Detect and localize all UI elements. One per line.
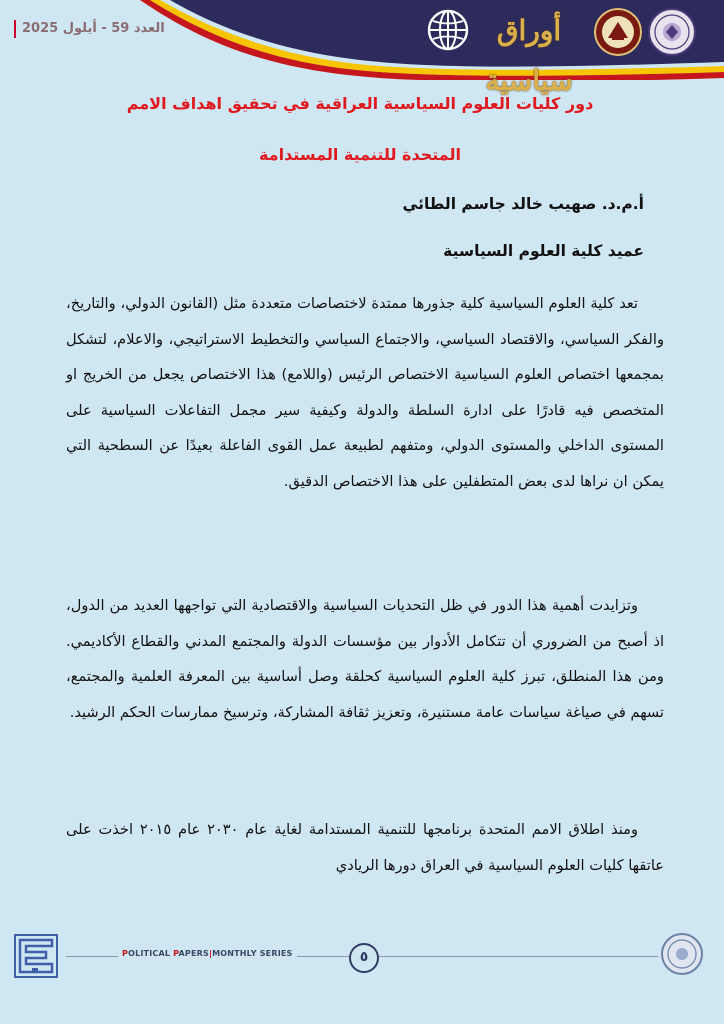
brand-p2: P [173,949,179,958]
brand-series: MONTHLY SERIES [212,949,293,958]
paragraph-2 [66,588,664,730]
article-title-line-1: دور كليات العلوم السياسية العراقية في تحقيق اهداف الامم [126,94,594,113]
paragraph-1 [66,286,664,500]
article-title-line-2: المتحدة للتنمية المستدامة [258,145,462,164]
paragraph-1-text: تعد كلية العلوم السياسية كلية جذورها ممتدة لاختصاصات متعددة مثل (القانون الدولي، والتاريخ، والفكر السياسي، والاقتصاد السياسي، والاجتماع السياسي والتخطيط الاستراتيجي، والاعلام، لتشكل بمجمعها اختصاص العلوم السياسية الاختصاص الرئيس (واللامع) هذا الاختصاص يجعل من الخريج او المتخصص فيه قادرًا على ادارة السلطة والدولة وكيفية سير مجمل التفاعلات السياسية على المستوى الداخلي والمستوى الدولي، ومتفهم لطبيعة عمل القوى الفاعلة بعيدًا عن السطحية التي يمكن ان نراها لدى بعض المتطفلين على هذا الاختصاص الدقيق. [66,295,664,490]
journal-logo: أوراق سياسية [485,14,573,97]
page-header [0,0,724,97]
university-seal-icon [594,8,642,56]
footer-seal-icon [660,932,704,976]
paragraph-3-text: ومنذ اطلاق الامم المتحدة برنامجها للتنمية المستدامة لغاية عام ٢٠٣٠ عام ٢٠١٥ اخذت على عاتقها كليات العلوم السياسية في العراق دورها الريادي [66,821,664,874]
page-footer [0,920,724,990]
paragraph-3 [66,812,664,883]
author-role: عميد كلية العلوم السياسية [443,242,644,260]
brand-olitical: OLITICAL [128,949,174,958]
author-name: أ.م.د. صهيب خالد جاسم الطائي [402,195,644,213]
brand-p1: P [122,949,129,958]
page-number: ٥ [349,943,379,973]
paragraph-2-text: وتزايدت أهمية هذا الدور في ظل التحديات السياسية والاقتصادية التي تواجهها العديد من الدول، اذ أصبح من الضروري أن تتكامل الأدوار بين مؤسسات الدولة والمجتمع المدني والقطاع الأكاديمي. ومن هذا المنطلق، تبرز كلية العلوم السياسية كحلقة وصل أساسية بين المعرفة العلمية والمجتمع، تسهم في صياغة سياسات عامة مستنيرة، وتعزيز ثقافة المشاركة، وترسيخ ممارسات الحكم الرشيد. [66,597,664,721]
globe-icon [427,9,469,51]
footer-series-label [118,949,297,958]
issue-label: العدد 59 - أيلول 2025 [14,20,165,38]
college-seal-icon [648,8,696,56]
kufic-logo-icon [14,934,58,978]
brand-apers: APERS [178,949,209,958]
brand-separator: | [208,949,213,958]
